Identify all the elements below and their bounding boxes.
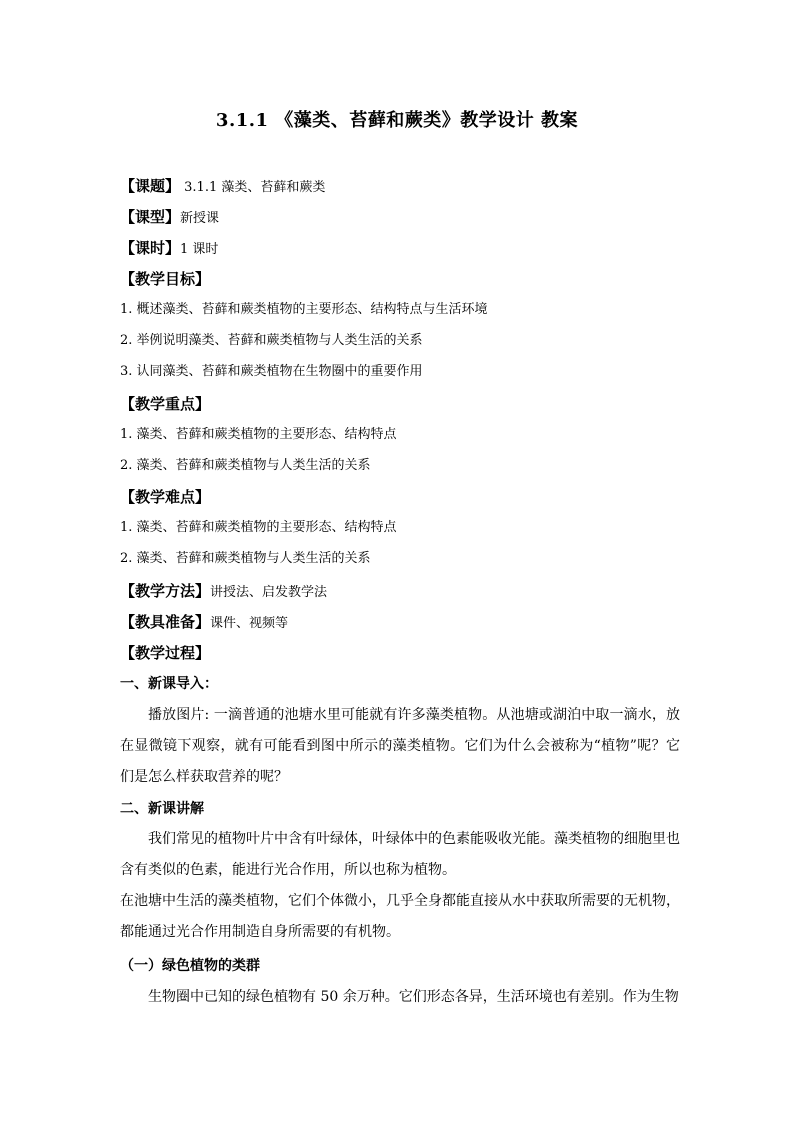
difficulty-item: 1. 藻类、苔藓和蕨类植物的主要形态、结构特点 <box>120 520 397 535</box>
materials-label: 【教具准备】 <box>120 613 211 631</box>
group-paragraph: 生物圈中已知的绿色植物有 50 余万种。它们形态各异，生活环境也有差别。作为生物 <box>148 989 679 1005</box>
objective-item: 2. 举例说明藻类、苔藓和蕨类植物与人类生活的关系 <box>120 333 423 348</box>
objective-item: 1. 概述藻类、苔藓和蕨类植物的主要形态、结构特点与生活环境 <box>120 302 488 317</box>
objective-item: 3. 认同藻类、苔藓和蕨类植物在生物圈中的重要作用 <box>120 364 423 379</box>
key-points-heading: 【教学重点】 <box>120 395 211 413</box>
lesson-heading: 二、新课讲解 <box>120 801 204 817</box>
methods-row <box>120 581 680 603</box>
lesson-paragraph-1: 我们常见的植物叶片中含有叶绿体，叶绿体中的色素能吸收光能。藻类植物的细胞里也含有类似的色素，能进行光合作用，所以也称为植物。 <box>120 831 680 878</box>
hours-row <box>120 238 680 260</box>
key-point-item: 2. 藻类、苔藓和蕨类植物与人类生活的关系 <box>120 458 371 473</box>
materials-value: 课件、视频等 <box>210 616 289 631</box>
intro-heading: 一、新课导入： <box>120 676 218 692</box>
methods-label: 【教学方法】 <box>120 582 211 600</box>
intro-paragraph: 播放图片: 一滴普通的池塘水里可能就有许多藻类植物。从池塘或湖泊中取一滴水，放在显微镜下观察，就有可能看到图中所示的藻类植物。它们为什么会被称为“植物”呢？它们是怎么样获取营养的呢？ <box>120 707 680 785</box>
difficulty-item: 2. 藻类、苔藓和蕨类植物与人类生活的关系 <box>120 551 371 566</box>
type-row <box>120 207 680 229</box>
topic-value: 3.1.1 藻类、苔藓和蕨类 <box>180 180 326 195</box>
topic-label: 【课题】 <box>120 177 181 195</box>
key-point-item: 1. 藻类、苔藓和蕨类植物的主要形态、结构特点 <box>120 427 397 442</box>
type-value: 新授课 <box>180 211 220 226</box>
hours-label: 【课时】 <box>120 239 181 257</box>
hours-value: 1 课时 <box>180 242 219 257</box>
methods-value: 讲授法、启发教学法 <box>210 585 328 600</box>
group-heading: （一）绿色植物的类群 <box>120 958 260 974</box>
difficulties-heading: 【教学难点】 <box>120 488 211 506</box>
process-heading: 【教学过程】 <box>120 644 211 662</box>
lesson-paragraph-2: 在池塘中生活的藻类植物，它们个体微小，几乎全身都能直接从水中获取所需要的无机物，都能通过光合作用制造自身所需要的有机物。 <box>120 893 680 940</box>
materials-row <box>120 612 680 634</box>
page-title: 3.1.1 《藻类、苔藓和蕨类》教学设计 教案 <box>215 110 579 131</box>
topic-row <box>120 176 680 198</box>
type-label: 【课型】 <box>120 208 181 226</box>
objectives-heading: 【教学目标】 <box>120 270 211 288</box>
